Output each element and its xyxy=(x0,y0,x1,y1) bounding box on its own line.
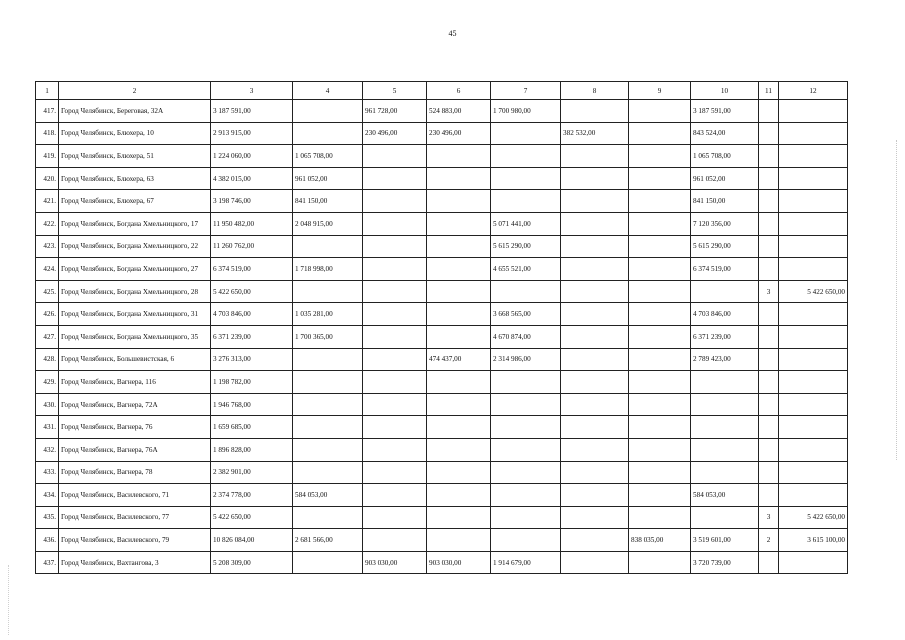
col12-cell: 5 422 650,00 xyxy=(779,280,848,303)
col12-cell xyxy=(779,145,848,168)
bottom-scan-mark xyxy=(8,565,10,635)
column-header-5: 5 xyxy=(363,82,427,100)
total-cost-cell: 1 224 060,00 xyxy=(211,145,293,168)
table-row xyxy=(36,100,848,123)
col5-cell xyxy=(363,529,427,552)
col7-cell xyxy=(491,438,561,461)
row-number: 432. xyxy=(36,438,59,461)
col6-cell xyxy=(427,506,491,529)
col11-cell xyxy=(759,122,779,145)
col9-cell xyxy=(629,393,691,416)
address-cell: Город Челябинск, Василевского, 77 xyxy=(59,506,211,529)
address-cell: Город Челябинск, Вагнера, 72А xyxy=(59,393,211,416)
table-row xyxy=(36,506,848,529)
col6-cell xyxy=(427,145,491,168)
col11-cell xyxy=(759,371,779,394)
total-cost-cell: 6 371 239,00 xyxy=(211,325,293,348)
col11-cell xyxy=(759,348,779,371)
col6-cell xyxy=(427,303,491,326)
col9-cell xyxy=(629,100,691,123)
table-row xyxy=(36,190,848,213)
col10-cell: 3 187 591,00 xyxy=(691,100,759,123)
col11-cell xyxy=(759,325,779,348)
row-number: 423. xyxy=(36,235,59,258)
col6-cell xyxy=(427,258,491,281)
col6-cell xyxy=(427,212,491,235)
col11-cell xyxy=(759,145,779,168)
total-cost-cell: 11 950 482,00 xyxy=(211,212,293,235)
col12-cell xyxy=(779,484,848,507)
address-cell: Город Челябинск, Богдана Хмельницкого, 22 xyxy=(59,235,211,258)
address-cell: Город Челябинск, Богдана Хмельницкого, 27 xyxy=(59,258,211,281)
table-row xyxy=(36,145,848,168)
col6-cell xyxy=(427,438,491,461)
col11-cell xyxy=(759,438,779,461)
col7-cell xyxy=(491,529,561,552)
col10-cell: 3 720 739,00 xyxy=(691,551,759,574)
col6-cell xyxy=(427,529,491,552)
col5-cell xyxy=(363,371,427,394)
col9-cell xyxy=(629,484,691,507)
row-number: 422. xyxy=(36,212,59,235)
total-cost-cell: 3 187 591,00 xyxy=(211,100,293,123)
col4-cell xyxy=(293,506,363,529)
row-number: 427. xyxy=(36,325,59,348)
address-cell: Город Челябинск, Василевского, 71 xyxy=(59,484,211,507)
col11-cell xyxy=(759,100,779,123)
page-number: 45 xyxy=(448,29,457,38)
col7-cell: 4 670 874,00 xyxy=(491,325,561,348)
col10-cell: 3 519 601,00 xyxy=(691,529,759,552)
col10-cell: 2 789 423,00 xyxy=(691,348,759,371)
col7-cell xyxy=(491,280,561,303)
total-cost-cell: 10 826 084,00 xyxy=(211,529,293,552)
column-header-4: 4 xyxy=(293,82,363,100)
col9-cell xyxy=(629,145,691,168)
col9-cell xyxy=(629,371,691,394)
col10-cell: 7 120 356,00 xyxy=(691,212,759,235)
column-header-11: 11 xyxy=(759,82,779,100)
col8-cell xyxy=(561,145,629,168)
col7-cell xyxy=(491,416,561,439)
total-cost-cell: 2 382 901,00 xyxy=(211,461,293,484)
col6-cell: 903 030,00 xyxy=(427,551,491,574)
col5-cell xyxy=(363,190,427,213)
col12-cell xyxy=(779,258,848,281)
col11-cell xyxy=(759,393,779,416)
table-row xyxy=(36,280,848,303)
col7-cell xyxy=(491,506,561,529)
col10-cell: 6 374 519,00 xyxy=(691,258,759,281)
col12-cell xyxy=(779,212,848,235)
col11-cell xyxy=(759,551,779,574)
col10-cell xyxy=(691,280,759,303)
col12-cell xyxy=(779,303,848,326)
table-row xyxy=(36,484,848,507)
col4-cell: 1 700 365,00 xyxy=(293,325,363,348)
col9-cell xyxy=(629,348,691,371)
table-row xyxy=(36,529,848,552)
address-cell: Город Челябинск, Богдана Хмельницкого, 31 xyxy=(59,303,211,326)
col10-cell: 1 065 708,00 xyxy=(691,145,759,168)
address-cell: Город Челябинск, Вагнера, 116 xyxy=(59,371,211,394)
total-cost-cell: 6 374 519,00 xyxy=(211,258,293,281)
col7-cell: 3 668 565,00 xyxy=(491,303,561,326)
col9-cell xyxy=(629,303,691,326)
column-header-2: 2 xyxy=(59,82,211,100)
col4-cell xyxy=(293,461,363,484)
col8-cell xyxy=(561,506,629,529)
col11-cell xyxy=(759,235,779,258)
col6-cell: 474 437,00 xyxy=(427,348,491,371)
col8-cell xyxy=(561,280,629,303)
col8-cell xyxy=(561,100,629,123)
col4-cell xyxy=(293,416,363,439)
table-header xyxy=(36,82,848,100)
col8-cell xyxy=(561,393,629,416)
col9-cell xyxy=(629,551,691,574)
total-cost-cell: 5 208 309,00 xyxy=(211,551,293,574)
address-cell: Город Челябинск, Большевистская, 6 xyxy=(59,348,211,371)
col4-cell: 1 065 708,00 xyxy=(293,145,363,168)
col12-cell xyxy=(779,393,848,416)
col5-cell xyxy=(363,167,427,190)
col4-cell: 2 681 566,00 xyxy=(293,529,363,552)
col5-cell xyxy=(363,506,427,529)
header-row xyxy=(36,82,848,100)
address-cell: Город Челябинск, Василевского, 79 xyxy=(59,529,211,552)
table-row xyxy=(36,393,848,416)
col6-cell xyxy=(427,190,491,213)
col9-cell xyxy=(629,235,691,258)
col11-cell: 2 xyxy=(759,529,779,552)
col12-cell xyxy=(779,461,848,484)
col8-cell xyxy=(561,167,629,190)
col9-cell xyxy=(629,212,691,235)
col12-cell xyxy=(779,438,848,461)
col9-cell xyxy=(629,416,691,439)
col8-cell xyxy=(561,212,629,235)
col7-cell xyxy=(491,122,561,145)
col7-cell: 5 071 441,00 xyxy=(491,212,561,235)
row-number: 421. xyxy=(36,190,59,213)
table-row xyxy=(36,167,848,190)
row-number: 437. xyxy=(36,551,59,574)
row-number: 431. xyxy=(36,416,59,439)
col4-cell xyxy=(293,348,363,371)
col11-cell xyxy=(759,190,779,213)
col5-cell xyxy=(363,416,427,439)
col8-cell xyxy=(561,529,629,552)
col4-cell xyxy=(293,280,363,303)
col11-cell xyxy=(759,416,779,439)
col12-cell xyxy=(779,416,848,439)
col5-cell xyxy=(363,461,427,484)
table-row xyxy=(36,212,848,235)
table-row xyxy=(36,258,848,281)
col7-cell xyxy=(491,190,561,213)
column-header-3: 3 xyxy=(211,82,293,100)
col5-cell xyxy=(363,348,427,371)
col6-cell xyxy=(427,461,491,484)
col8-cell xyxy=(561,303,629,326)
row-number: 424. xyxy=(36,258,59,281)
col6-cell: 230 496,00 xyxy=(427,122,491,145)
col11-cell xyxy=(759,212,779,235)
col12-cell: 5 422 650,00 xyxy=(779,506,848,529)
col6-cell xyxy=(427,325,491,348)
col5-cell xyxy=(363,258,427,281)
total-cost-cell: 5 422 650,00 xyxy=(211,280,293,303)
column-header-7: 7 xyxy=(491,82,561,100)
col12-cell xyxy=(779,325,848,348)
col7-cell: 2 314 986,00 xyxy=(491,348,561,371)
col10-cell: 961 052,00 xyxy=(691,167,759,190)
col9-cell xyxy=(629,438,691,461)
row-number: 417. xyxy=(36,100,59,123)
table-row xyxy=(36,348,848,371)
col4-cell xyxy=(293,371,363,394)
col5-cell: 230 496,00 xyxy=(363,122,427,145)
col12-cell xyxy=(779,551,848,574)
col9-cell xyxy=(629,258,691,281)
total-cost-cell: 2 374 778,00 xyxy=(211,484,293,507)
col12-cell xyxy=(779,122,848,145)
address-cell: Город Челябинск, Блюхера, 63 xyxy=(59,167,211,190)
col12-cell xyxy=(779,235,848,258)
address-cell: Город Челябинск, Богдана Хмельницкого, 17 xyxy=(59,212,211,235)
row-number: 426. xyxy=(36,303,59,326)
row-number: 420. xyxy=(36,167,59,190)
col10-cell: 841 150,00 xyxy=(691,190,759,213)
col9-cell: 838 035,00 xyxy=(629,529,691,552)
col9-cell xyxy=(629,122,691,145)
col9-cell xyxy=(629,190,691,213)
col4-cell: 1 035 281,00 xyxy=(293,303,363,326)
row-number: 435. xyxy=(36,506,59,529)
col8-cell xyxy=(561,190,629,213)
row-number: 433. xyxy=(36,461,59,484)
address-cell: Город Челябинск, Вагнера, 76 xyxy=(59,416,211,439)
register-table xyxy=(35,81,848,574)
row-number: 436. xyxy=(36,529,59,552)
table-row xyxy=(36,416,848,439)
col9-cell xyxy=(629,461,691,484)
col9-cell xyxy=(629,506,691,529)
address-cell: Город Челябинск, Блюхера, 10 xyxy=(59,122,211,145)
address-cell: Город Челябинск, Береговая, 32А xyxy=(59,100,211,123)
col10-cell xyxy=(691,416,759,439)
col10-cell xyxy=(691,371,759,394)
col6-cell xyxy=(427,235,491,258)
col7-cell: 4 655 521,00 xyxy=(491,258,561,281)
row-number: 428. xyxy=(36,348,59,371)
table-row xyxy=(36,235,848,258)
col8-cell xyxy=(561,416,629,439)
total-cost-cell: 1 946 768,00 xyxy=(211,393,293,416)
col10-cell xyxy=(691,393,759,416)
col8-cell xyxy=(561,371,629,394)
address-cell: Город Челябинск, Блюхера, 67 xyxy=(59,190,211,213)
address-cell: Город Челябинск, Вагнера, 78 xyxy=(59,461,211,484)
column-header-6: 6 xyxy=(427,82,491,100)
col10-cell xyxy=(691,506,759,529)
address-cell: Город Челябинск, Блюхера, 51 xyxy=(59,145,211,168)
col7-cell xyxy=(491,167,561,190)
col4-cell xyxy=(293,100,363,123)
total-cost-cell: 11 260 762,00 xyxy=(211,235,293,258)
total-cost-cell: 1 659 685,00 xyxy=(211,416,293,439)
col9-cell xyxy=(629,325,691,348)
total-cost-cell: 4 703 846,00 xyxy=(211,303,293,326)
col11-cell: 3 xyxy=(759,280,779,303)
col10-cell: 5 615 290,00 xyxy=(691,235,759,258)
col5-cell xyxy=(363,235,427,258)
col4-cell xyxy=(293,393,363,416)
col4-cell xyxy=(293,235,363,258)
total-cost-cell: 1 198 782,00 xyxy=(211,371,293,394)
row-number: 419. xyxy=(36,145,59,168)
col6-cell xyxy=(427,280,491,303)
col9-cell xyxy=(629,167,691,190)
col9-cell xyxy=(629,280,691,303)
table-row xyxy=(36,325,848,348)
total-cost-cell: 5 422 650,00 xyxy=(211,506,293,529)
column-header-9: 9 xyxy=(629,82,691,100)
col5-cell: 961 728,00 xyxy=(363,100,427,123)
col12-cell xyxy=(779,167,848,190)
col10-cell xyxy=(691,461,759,484)
col11-cell xyxy=(759,303,779,326)
table-row xyxy=(36,371,848,394)
col8-cell xyxy=(561,461,629,484)
col7-cell xyxy=(491,484,561,507)
col8-cell xyxy=(561,258,629,281)
row-number: 434. xyxy=(36,484,59,507)
col10-cell: 843 524,00 xyxy=(691,122,759,145)
col4-cell xyxy=(293,438,363,461)
col6-cell xyxy=(427,167,491,190)
col10-cell xyxy=(691,438,759,461)
total-cost-cell: 3 276 313,00 xyxy=(211,348,293,371)
col11-cell xyxy=(759,258,779,281)
table-row xyxy=(36,122,848,145)
col4-cell xyxy=(293,551,363,574)
col8-cell xyxy=(561,438,629,461)
col8-cell: 382 532,00 xyxy=(561,122,629,145)
col5-cell xyxy=(363,393,427,416)
address-cell: Город Челябинск, Вагнера, 76А xyxy=(59,438,211,461)
table-body xyxy=(36,100,848,574)
col7-cell: 1 914 679,00 xyxy=(491,551,561,574)
table-row xyxy=(36,303,848,326)
col4-cell: 961 052,00 xyxy=(293,167,363,190)
total-cost-cell: 3 198 746,00 xyxy=(211,190,293,213)
col5-cell xyxy=(363,145,427,168)
col5-cell xyxy=(363,212,427,235)
col4-cell: 841 150,00 xyxy=(293,190,363,213)
table-row xyxy=(36,461,848,484)
total-cost-cell: 4 382 015,00 xyxy=(211,167,293,190)
row-number: 429. xyxy=(36,371,59,394)
col12-cell: 3 615 100,00 xyxy=(779,529,848,552)
col8-cell xyxy=(561,325,629,348)
col10-cell: 6 371 239,00 xyxy=(691,325,759,348)
col6-cell xyxy=(427,371,491,394)
col7-cell xyxy=(491,461,561,484)
col12-cell xyxy=(779,348,848,371)
table-row xyxy=(36,438,848,461)
col7-cell xyxy=(491,145,561,168)
col12-cell xyxy=(779,100,848,123)
col10-cell: 4 703 846,00 xyxy=(691,303,759,326)
column-header-10: 10 xyxy=(691,82,759,100)
col7-cell: 5 615 290,00 xyxy=(491,235,561,258)
total-cost-cell: 1 896 828,00 xyxy=(211,438,293,461)
address-cell: Город Челябинск, Вахтангова, 3 xyxy=(59,551,211,574)
col7-cell xyxy=(491,371,561,394)
col8-cell xyxy=(561,551,629,574)
col12-cell xyxy=(779,190,848,213)
col5-cell xyxy=(363,325,427,348)
column-header-12: 12 xyxy=(779,82,848,100)
row-number: 418. xyxy=(36,122,59,145)
col7-cell xyxy=(491,393,561,416)
column-header-1: 1 xyxy=(36,82,59,100)
col8-cell xyxy=(561,484,629,507)
col6-cell xyxy=(427,484,491,507)
col10-cell: 584 053,00 xyxy=(691,484,759,507)
col11-cell xyxy=(759,484,779,507)
address-cell: Город Челябинск, Богдана Хмельницкого, 35 xyxy=(59,325,211,348)
row-number: 425. xyxy=(36,280,59,303)
col8-cell xyxy=(561,235,629,258)
col7-cell: 1 700 980,00 xyxy=(491,100,561,123)
col11-cell xyxy=(759,167,779,190)
row-number: 430. xyxy=(36,393,59,416)
col4-cell xyxy=(293,122,363,145)
total-cost-cell: 2 913 915,00 xyxy=(211,122,293,145)
col4-cell: 584 053,00 xyxy=(293,484,363,507)
col4-cell: 1 718 998,00 xyxy=(293,258,363,281)
col6-cell: 524 883,00 xyxy=(427,100,491,123)
col4-cell: 2 048 915,00 xyxy=(293,212,363,235)
col5-cell xyxy=(363,303,427,326)
margin-scan-mark xyxy=(896,140,898,460)
col6-cell xyxy=(427,393,491,416)
col8-cell xyxy=(561,348,629,371)
address-cell: Город Челябинск, Богдана Хмельницкого, 28 xyxy=(59,280,211,303)
col6-cell xyxy=(427,416,491,439)
col5-cell xyxy=(363,484,427,507)
column-header-8: 8 xyxy=(561,82,629,100)
col5-cell: 903 030,00 xyxy=(363,551,427,574)
col5-cell xyxy=(363,438,427,461)
col12-cell xyxy=(779,371,848,394)
col11-cell xyxy=(759,461,779,484)
col11-cell: 3 xyxy=(759,506,779,529)
col5-cell xyxy=(363,280,427,303)
table-row xyxy=(36,551,848,574)
